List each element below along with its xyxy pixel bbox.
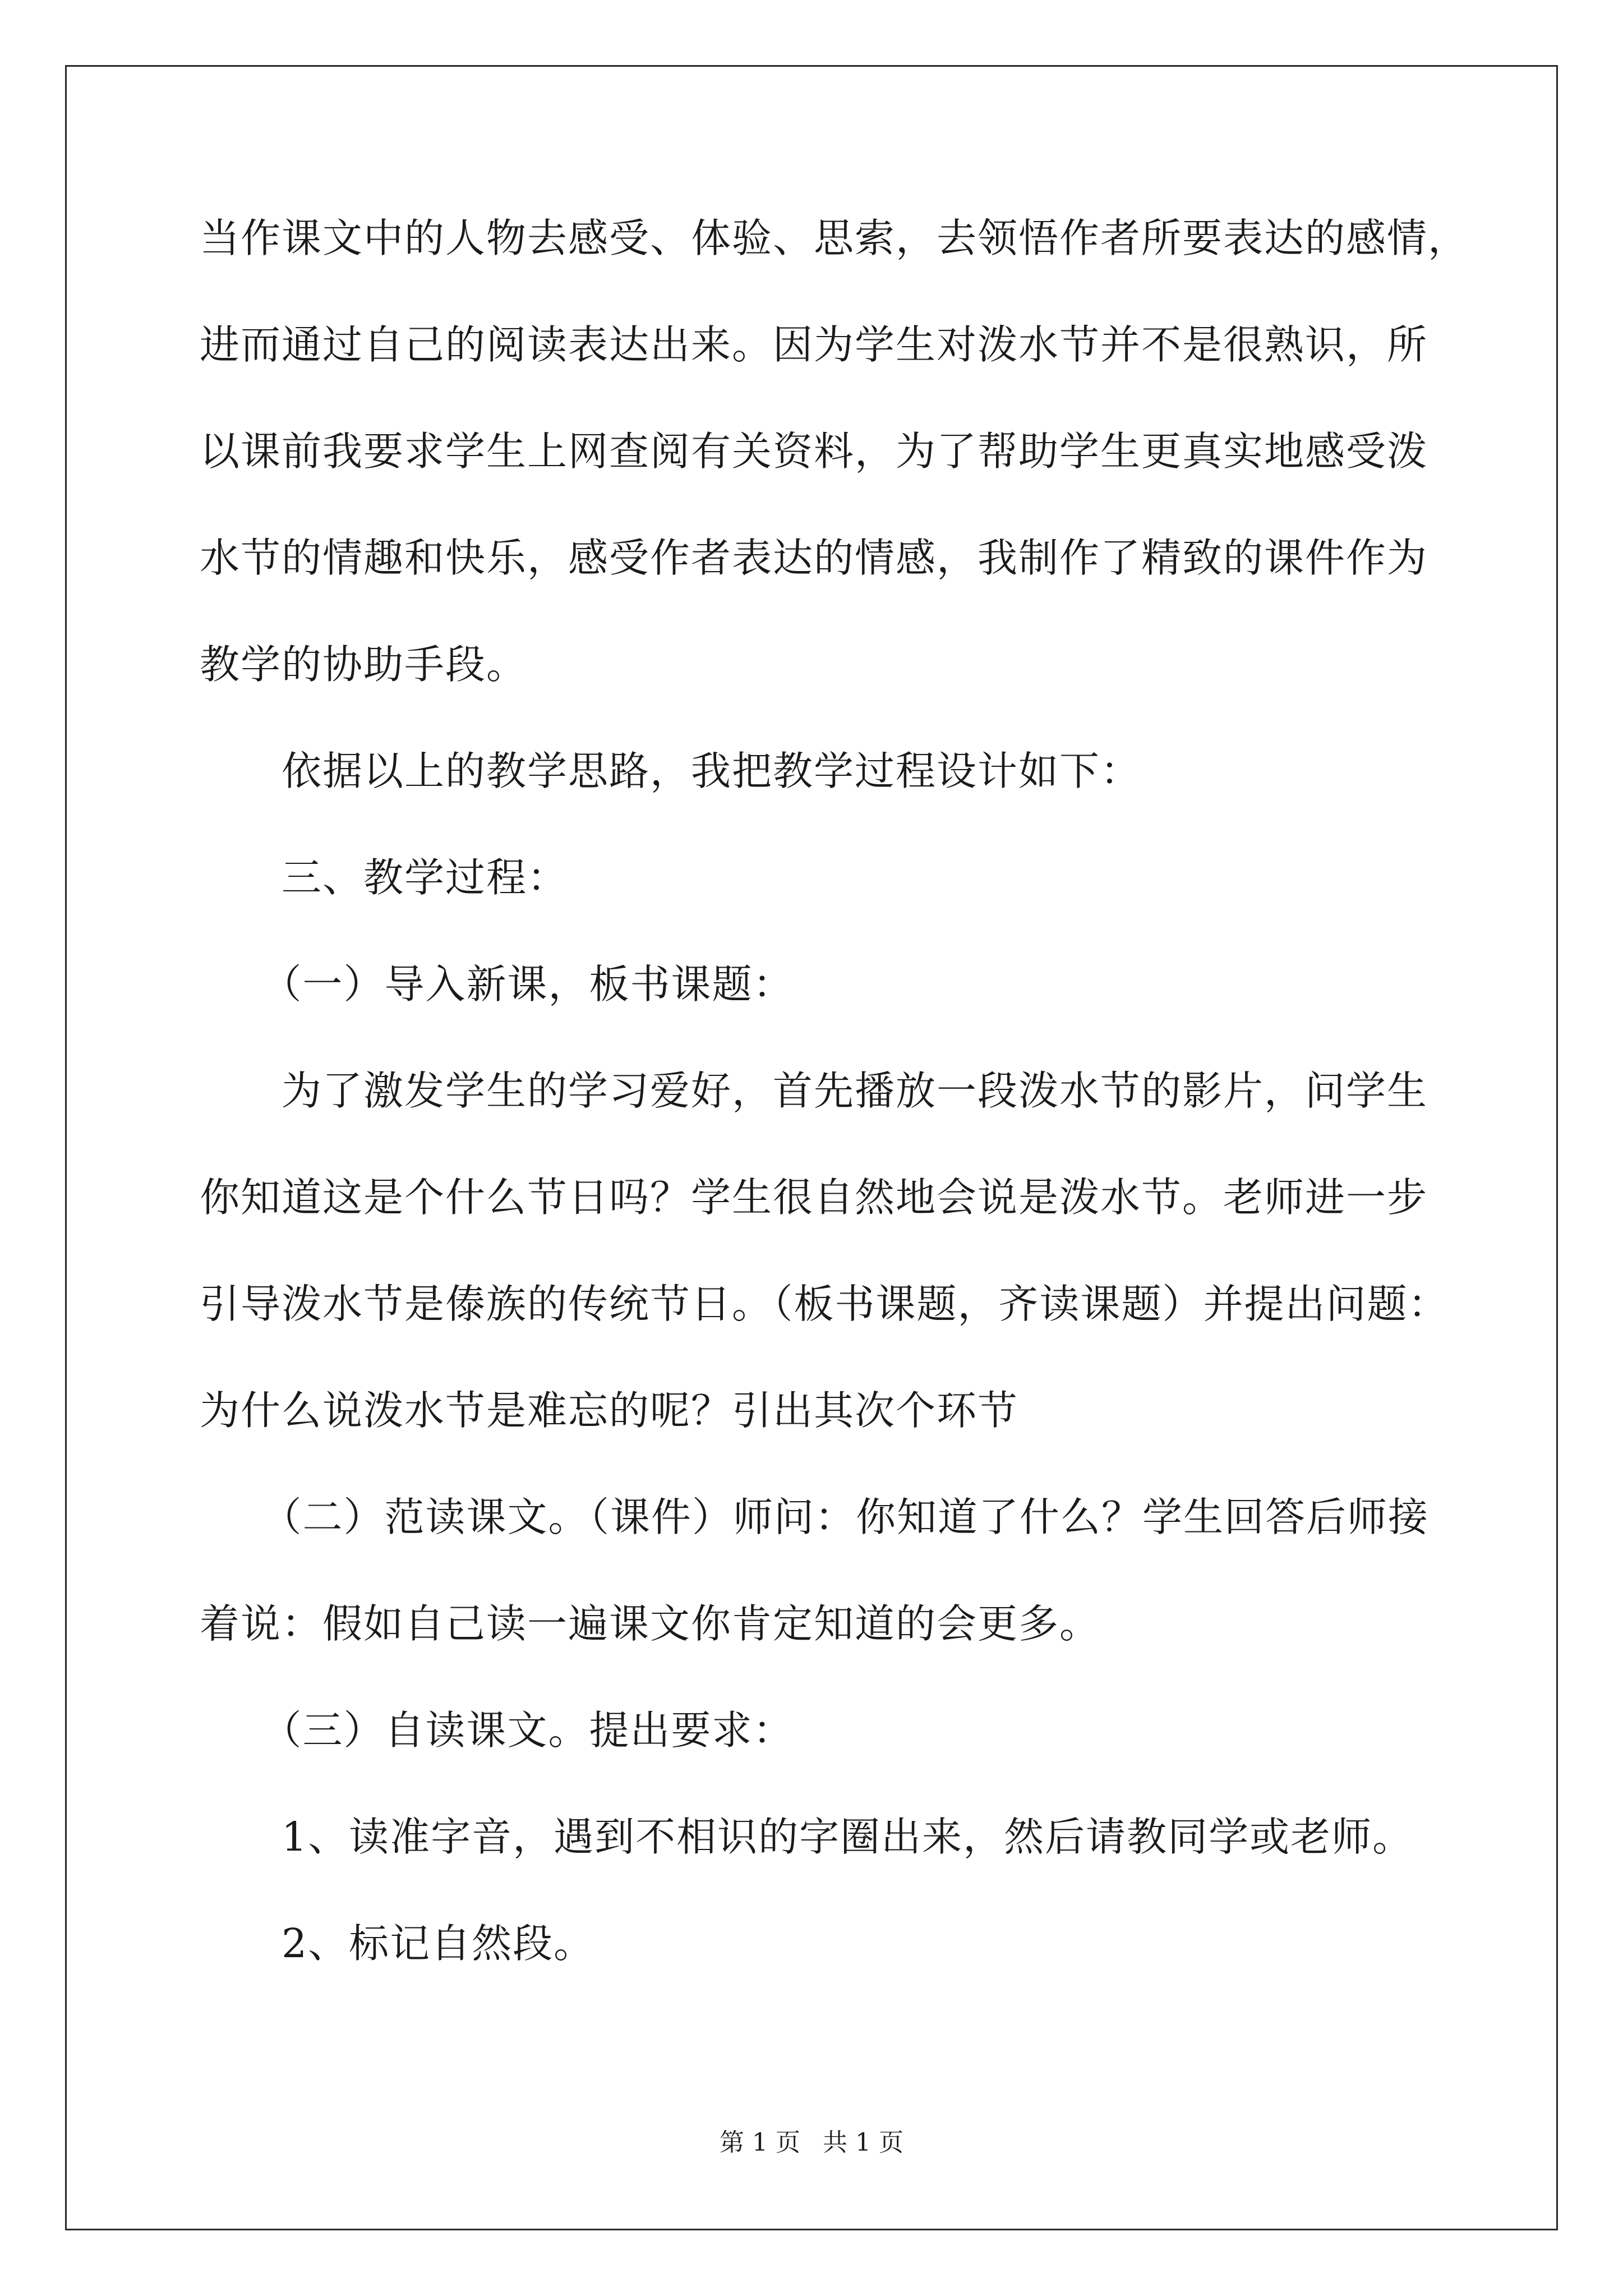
text-line: 为了激发学生的学习爱好，首先播放一段泼水节的影片，问学生: [200, 1068, 1428, 1114]
text-line: 进而通过自己的阅读表达出来。因为学生对泼水节并不是很熟识，所: [200, 321, 1428, 368]
section-heading: 三、教学过程：: [200, 854, 569, 901]
text-line: 教学的协助手段。: [200, 641, 528, 688]
text-line: 着说：假如自己读一遍课文你肯定知道的会更多。: [200, 1600, 1101, 1647]
text-line: （二）范读课文。（课件）师问：你知道了什么？学生回答后师接: [200, 1494, 1430, 1540]
text-line: 以课前我要求学生上网查阅有关资料，为了帮助学生更真实地感受泼: [200, 428, 1428, 475]
text-line: 水节的情趣和快乐，感受作者表达的情感，我制作了精致的课件作为: [200, 535, 1428, 581]
list-item: 1、读准字音，遇到不相识的字圈出来，然后请教同学或老师。: [200, 1814, 1414, 1860]
list-item: 2、标记自然段。: [200, 1920, 595, 1967]
text-line: 你知道这是个什么节日吗？学生很自然地会说是泼水节。老师进一步: [200, 1174, 1428, 1221]
page-total: 共 1 页: [823, 2128, 903, 2157]
page-number: 第 1 页: [720, 2128, 800, 2157]
text-line: 为什么说泼水节是难忘的呢？引出其次个环节: [200, 1387, 1019, 1434]
subsection-heading: （三）自读课文。提出要求：: [200, 1707, 794, 1754]
page-border: [65, 65, 1558, 2230]
text-line: 当作课文中的人物去感受、体验、思索，去领悟作者所要表达的感情，: [200, 215, 1469, 261]
subsection-heading: （一）导入新课，板书课题：: [200, 961, 794, 1007]
text-line: 引导泼水节是傣族的传统节日。（板书课题，齐读课题）并提出问题：: [200, 1281, 1449, 1327]
text-line: 依据以上的教学思路，我把教学过程设计如下：: [200, 748, 1142, 794]
page-footer: [0, 2126, 1623, 2160]
